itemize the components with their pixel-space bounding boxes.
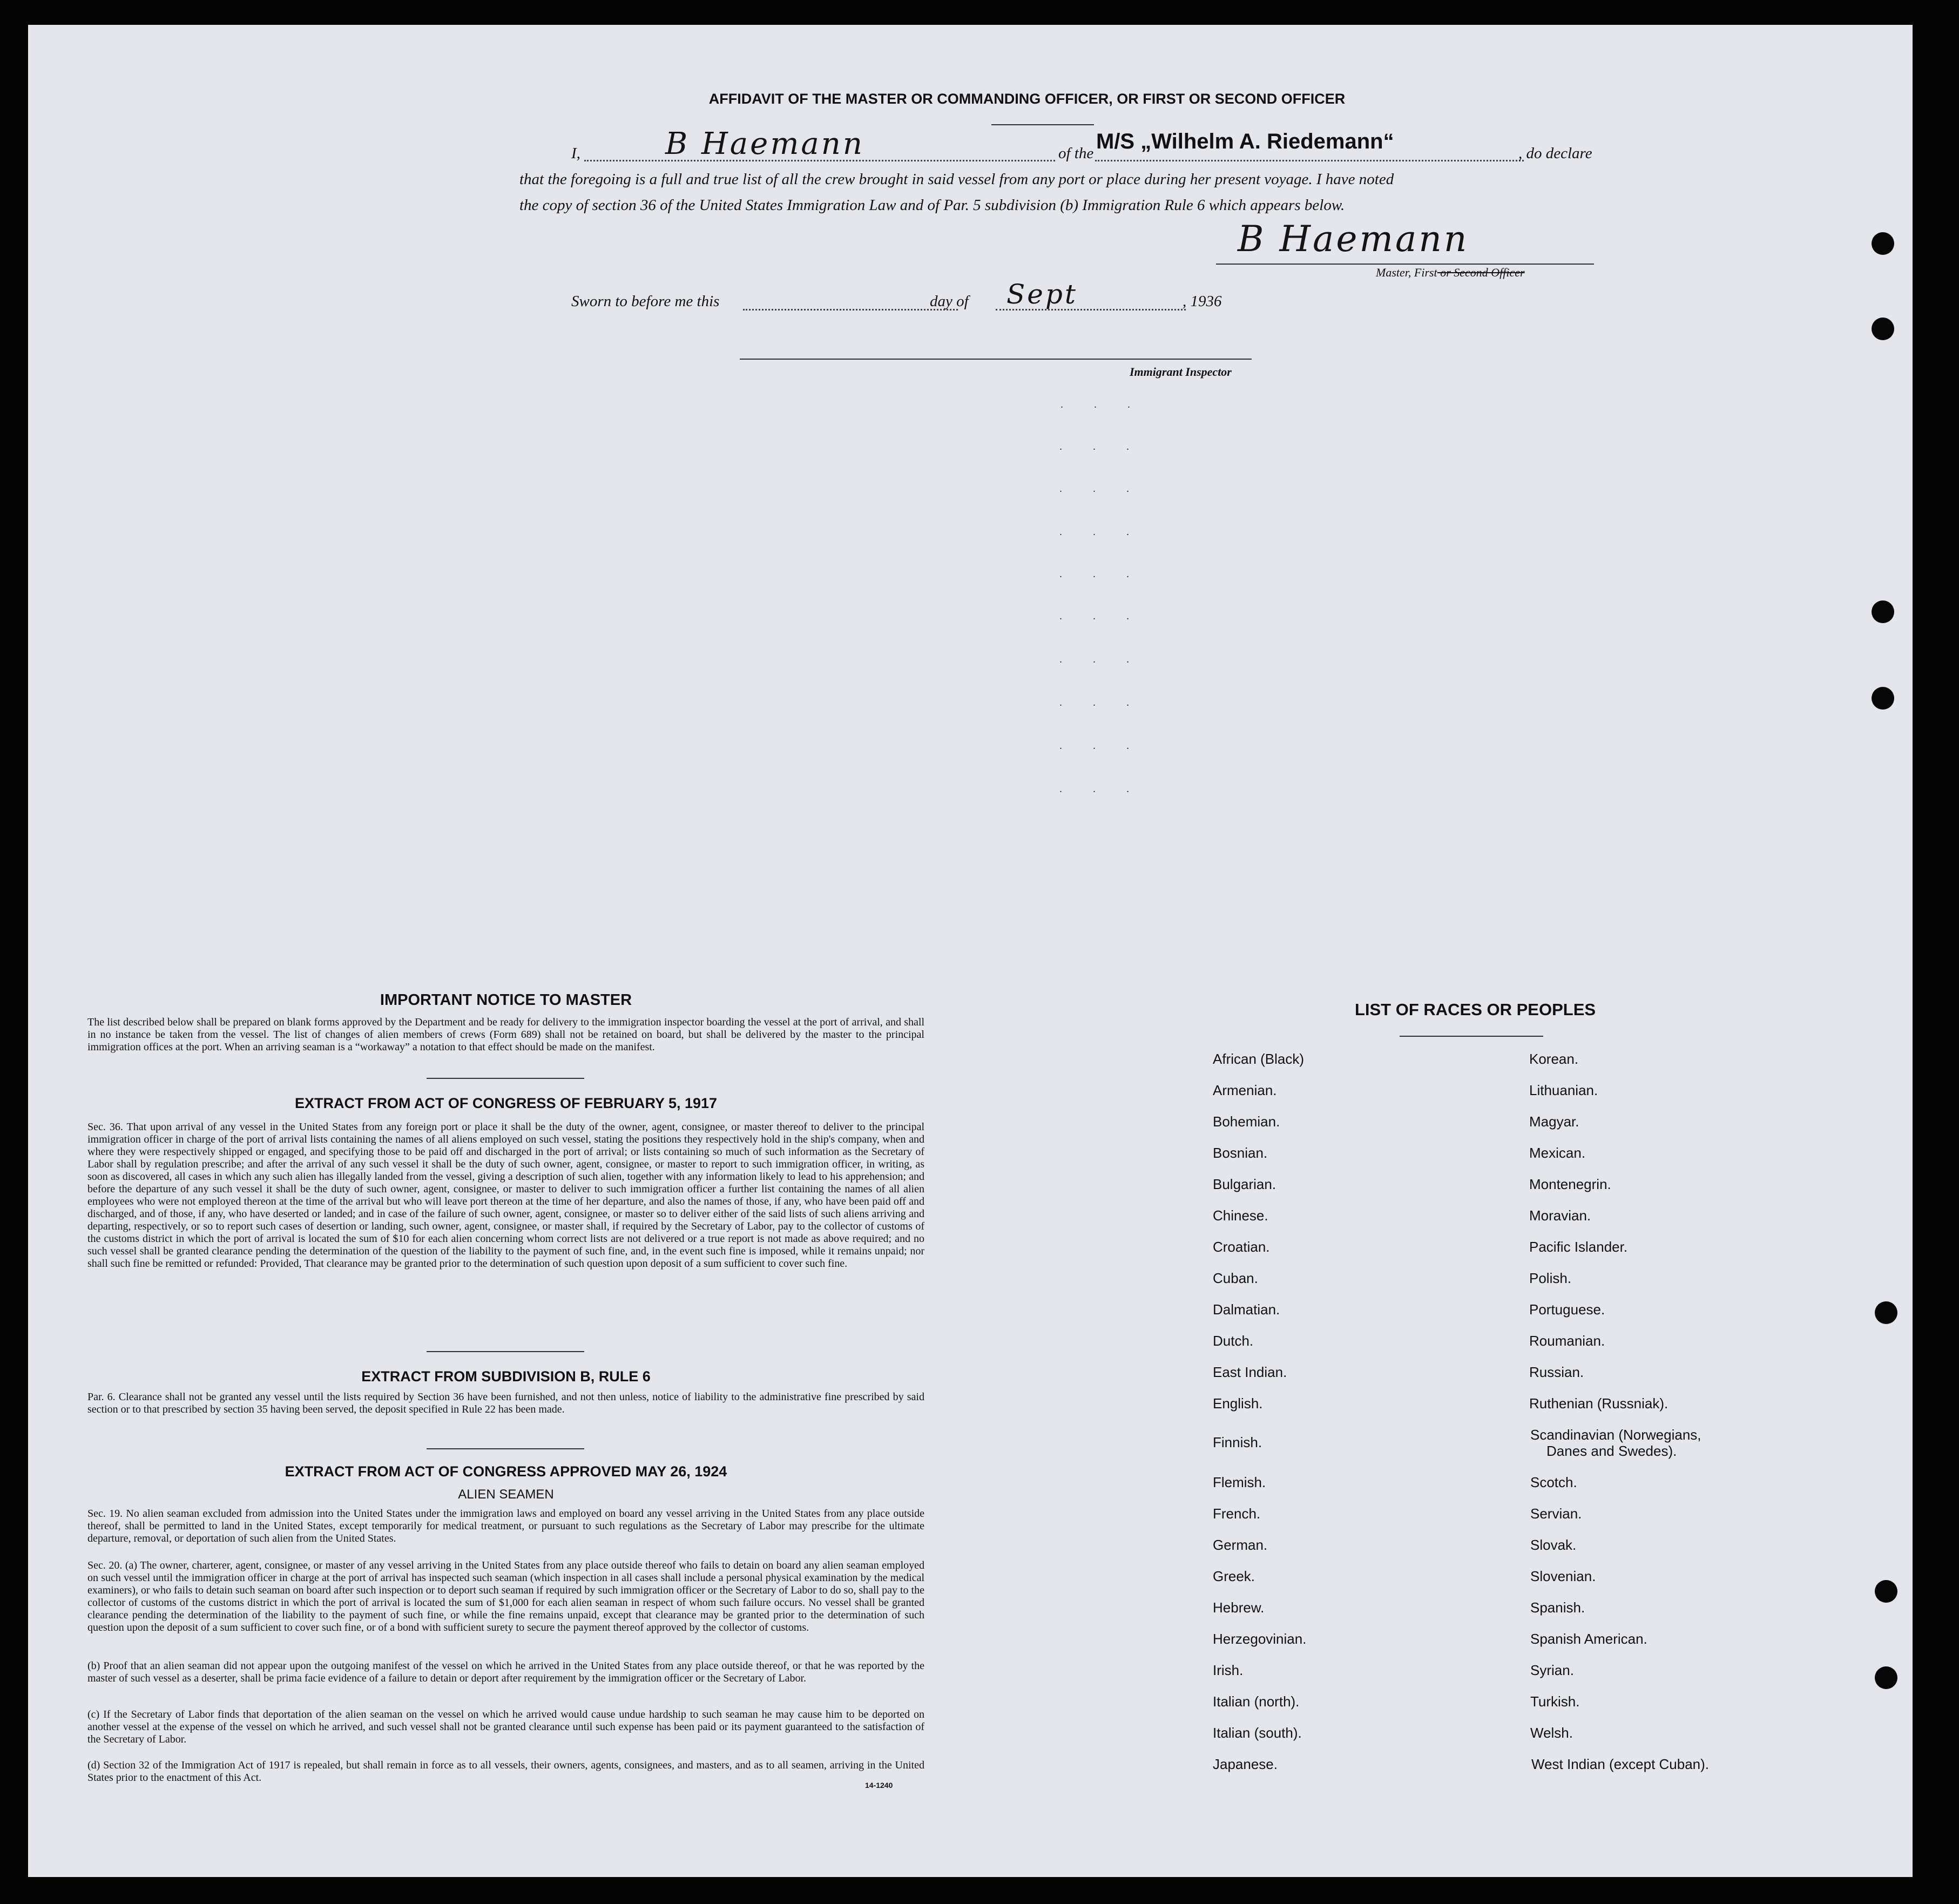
do-declare-label: , do declare <box>1518 145 1592 162</box>
extract-1917-heading: EXTRACT FROM ACT OF CONGRESS OF FEBRUARY 5, 1917 <box>294 1095 718 1111</box>
document-page <box>28 25 1913 1877</box>
divider <box>427 1351 584 1352</box>
inspector-line <box>740 359 1252 360</box>
race-item: Japanese. <box>1213 1756 1278 1772</box>
race-item: Hebrew. <box>1213 1599 1265 1616</box>
race-item: Servian. <box>1530 1505 1582 1522</box>
affidavit-text-line-1: that the foregoing is a full and true list of all the crew brought in said vessel from any port or place during her present voyage. I have noted <box>519 171 1394 188</box>
sec-20c-text: (c) If the Secretary of Labor finds that deportation of the alien seaman on the vessel on which he arrived would cause undue hardship to such seaman he may cause him to be deported on another vessel at the expense of the vessel on which he arrived, and such vessel shall not be granted clearance until such expense has been paid or its payment guaranteed to the satisfaction of the Secretary of Labor. <box>87 1709 924 1745</box>
race-item: Italian (north). <box>1213 1693 1300 1710</box>
sworn-label: Sworn to before me this <box>571 293 720 310</box>
divider <box>1400 1036 1543 1037</box>
race-item: Syrian. <box>1530 1662 1574 1678</box>
punch-hole <box>1872 232 1894 255</box>
race-item: Finnish. <box>1213 1434 1262 1450</box>
race-item: Polish. <box>1529 1270 1572 1286</box>
year-prefix: , 19 <box>1183 293 1206 310</box>
race-item: Danes and Swedes). <box>1546 1443 1677 1459</box>
extract-1924-heading: EXTRACT FROM ACT OF CONGRESS APPROVED MAY 26, 1924 <box>285 1463 727 1480</box>
race-item: Portuguese. <box>1529 1301 1605 1318</box>
master-title <box>1376 266 1525 280</box>
continuation-dots: . . . <box>1059 441 1143 453</box>
race-item: Montenegrin. <box>1529 1176 1611 1192</box>
year-label <box>1183 293 1222 310</box>
race-item: Dalmatian. <box>1213 1301 1280 1318</box>
race-item: Cuban. <box>1213 1270 1258 1286</box>
race-item: Slovak. <box>1530 1537 1577 1553</box>
race-item: Pacific Islander. <box>1529 1239 1628 1255</box>
race-item: Dutch. <box>1213 1333 1254 1349</box>
punch-hole <box>1875 1301 1897 1324</box>
extract-1917-text: Sec. 36. That upon arrival of any vessel in the United States from any foreign port or place it shall be the duty of the owner, agent, consignee, or master thereof to deliver to the principal immigration officer in charge of the port of arrival lists containing the names of all aliens employed on such vessel, stating the positions they respectively hold in the ship's company, when and where they were respectively shipped or engaged, and specifying those to be paid off and discharged in the port of arrival; or lists containing so much of such information as the Secretary of Labor shall by regulation prescribe; and after the arrival of any such vessel it shall be the duty of such owner, agent, consignee, or master to report to such immigration officer, in writing, as soon as discovered, all cases in which any such alien has illegally landed from the vessel, giving a description of such alien, together with any information likely to lead to his apprehension; and before the departure of any such vessel it shall be the duty of such owner, agent, consignee, or master to deliver to such immigration officer a further list containing the names of all alien employees who were not employed thereon at the time of the arrival but who will leave port thereon at the time of her departure, and also the names of those, if any, who have been paid off and discharged, and of those, if any, who have deserted or landed; and in case of the failure of such owner, agent, consignee, or master so to deliver either of the said lists of such aliens arriving and departing, respectively, or so to report such cases of desertion or landing, such owner, agent, consignee, or master shall, if required by the Secretary of Labor, pay to the collector of customs of the customs district in which the port of arrival is located the sum of $10 for each alien concerning whom correct lists are not delivered or a true report is not made as above required; and no such vessel shall be granted clearance pending the determination of the question of the liability to the payment of such fine, and, in the event such fine is imposed, while it remains unpaid; nor shall such fine be remitted or refunded: Provided, That clearance may be granted prior to the determination of such question upon deposit of a sum sufficient to cover such fine. <box>87 1121 924 1270</box>
race-item: Turkish. <box>1530 1693 1580 1710</box>
continuation-dots: . . . <box>1059 610 1143 622</box>
continuation-dots: . . . <box>1060 399 1144 410</box>
month: Sept <box>1006 279 1078 310</box>
race-item: Italian (south). <box>1213 1725 1302 1741</box>
race-item: Spanish American. <box>1530 1631 1647 1647</box>
continuation-dots: . . . <box>1059 740 1143 752</box>
race-item: African (Black) <box>1213 1051 1305 1067</box>
continuation-dots: . . . <box>1059 783 1143 795</box>
sworn-day-line <box>743 309 958 310</box>
punch-hole <box>1875 1580 1897 1603</box>
continuation-dots: . . . <box>1059 653 1143 665</box>
race-item: Armenian. <box>1213 1082 1277 1098</box>
punch-hole <box>1875 1666 1897 1689</box>
divider <box>427 1078 584 1079</box>
extract-rule6-text: Par. 6. Clearance shall not be granted any vessel until the lists required by Section 36 have been furnished, and not then unless, notice of liability to the administrative fine prescribed by said section or to that prescribed by section 35 having been served, the deposit specified in Rule 22 has been made. <box>87 1391 924 1415</box>
race-item: Bohemian. <box>1213 1113 1280 1130</box>
divider <box>427 1448 584 1449</box>
vessel-line <box>1095 160 1524 161</box>
race-item: Spanish. <box>1530 1599 1585 1616</box>
race-item: Roumanian. <box>1529 1333 1605 1349</box>
races-heading: LIST OF RACES OR PEOPLES <box>1354 1000 1596 1019</box>
race-item: Russian. <box>1529 1364 1584 1380</box>
of-the-label: of the <box>1058 145 1094 162</box>
year-suffix: 36 <box>1206 293 1222 310</box>
race-item: English. <box>1213 1395 1263 1412</box>
sec-20a-text: Sec. 20. (a) The owner, charterer, agent, consignee, or master of any vessel arriving in the United States from any place outside thereof who fails to detain on board any alien seaman employed on such vessel until the immigration officer in charge at the port of arrival has inspected such seaman (which inspection in all cases shall include a personal physical examination by the medical examiners), or who fails to detain such seaman on board after such inspection or to deport such seaman if required by such immigration officer or the Secretary of Labor to do so, shall pay to the collector of customs of the customs district in which the port of arrival is located the sum of $1,000 for each alien seaman in respect of whom such failure occurs. No vessel shall be granted clearance pending the determination of the liability to the payment of such fine, or while the fine remains unpaid, except that clearance may be granted prior to the determination of such question upon the deposit of a sum sufficient to cover such fine, or of a bond with sufficient surety to secure the payment thereof approved by the collector of customs. <box>87 1559 924 1633</box>
alien-seamen-subheading: ALIEN SEAMEN <box>458 1487 554 1502</box>
affidavit-text-line-2: the copy of section 36 of the United States Immigration Law and of Par. 5 subdivision (b) Immigration Rule 6 which appears below. <box>519 197 1345 214</box>
punch-hole <box>1872 687 1894 710</box>
race-item: Greek. <box>1213 1568 1255 1584</box>
race-item: Ruthenian (Russniak). <box>1529 1395 1668 1412</box>
sec-20b-text: (b) Proof that an alien seaman did not appear upon the outgoing manifest of the vessel on which he arrived in the United States from any place outside thereof, or that he was reported by the master of such vessel as a deserter, shall be prima facie evidence of a failure to detain or deport after requirement by the immigration officer or the Secretary of Labor. <box>87 1660 924 1684</box>
master-title-plain: Master, First <box>1376 266 1437 279</box>
race-item: Lithuanian. <box>1529 1082 1598 1098</box>
notice-heading: IMPORTANT NOTICE TO MASTER <box>380 991 632 1009</box>
race-item: French. <box>1213 1505 1261 1522</box>
form-number: 14-1240 <box>865 1781 893 1790</box>
race-item: Chinese. <box>1213 1207 1268 1224</box>
race-item: Irish. <box>1213 1662 1244 1678</box>
race-item: German. <box>1213 1537 1268 1553</box>
continuation-dots: . . . <box>1059 568 1143 580</box>
i-label: I, <box>571 145 580 162</box>
day-of-label: day of <box>930 293 969 310</box>
master-title-struck: or Second Officer <box>1437 266 1525 279</box>
race-item: Mexican. <box>1529 1145 1586 1161</box>
race-item: West Indian (except Cuban). <box>1531 1756 1710 1772</box>
race-item: Bulgarian. <box>1213 1176 1276 1192</box>
master-name: B Haemann <box>665 126 864 161</box>
race-item: Magyar. <box>1529 1113 1579 1130</box>
race-item: Herzegovinian. <box>1213 1631 1307 1647</box>
continuation-dots: . . . <box>1059 697 1143 708</box>
continuation-dots: . . . <box>1059 483 1143 495</box>
race-item: Bosnian. <box>1213 1145 1268 1161</box>
punch-hole <box>1872 318 1894 340</box>
affidavit-title: AFFIDAVIT OF THE MASTER OR COMMANDING OFFICER, OR FIRST OR SECOND OFFICER <box>708 91 1346 107</box>
sec-19-text: Sec. 19. No alien seaman excluded from admission into the United States under the immigration laws and employed on board any vessel arriving in the United States from any place outside thereof, shall be permitted to land in the United States, except temporarily for medical treatment, or pursuant to such regulations as the Secretary of Labor may prescribe for the ultimate departure, removal, or deportation of such alien from the United States. <box>87 1508 924 1544</box>
race-item: Slovenian. <box>1530 1568 1596 1584</box>
race-item: Flemish. <box>1213 1474 1266 1490</box>
race-item: Scandinavian (Norwegians, <box>1530 1427 1701 1443</box>
vessel-name: M/S „Wilhelm A. Riedemann“ <box>1096 130 1394 153</box>
signature-line <box>1216 264 1594 265</box>
race-item: East Indian. <box>1213 1364 1287 1380</box>
extract-rule6-heading: EXTRACT FROM SUBDIVISION B, RULE 6 <box>361 1368 651 1385</box>
race-item: Korean. <box>1529 1051 1579 1067</box>
vessel-top-line <box>991 124 1094 125</box>
race-item: Scotch. <box>1530 1474 1577 1490</box>
sec-20d-text: (d) Section 32 of the Immigration Act of 1917 is repealed, but shall remain in force as to all vessels, their owners, agents, consignees, and masters, and as to all seamen, arriving in the United States prior to the enactment of this Act. <box>87 1759 924 1784</box>
punch-hole <box>1872 600 1894 623</box>
master-signature: B Haemann <box>1238 218 1469 260</box>
inspector-label: Immigrant Inspector <box>1130 365 1232 379</box>
continuation-dots: . . . <box>1059 526 1143 538</box>
notice-text: The list described below shall be prepared on blank forms approved by the Department and be ready for delivery to the immigration inspector boarding the vessel at the port of arrival, and shall in no instance be taken from the vessel. The list of changes of alien members of crews (Form 689) shall not be retained on board, but shall be delivered by the master to the principal immigration offices at the port. When an arriving seaman is a “workaway” a notation to that effect should be made on the manifest. <box>87 1016 924 1053</box>
race-item: Moravian. <box>1529 1207 1591 1224</box>
race-item: Croatian. <box>1213 1239 1270 1255</box>
race-item: Welsh. <box>1530 1725 1573 1741</box>
